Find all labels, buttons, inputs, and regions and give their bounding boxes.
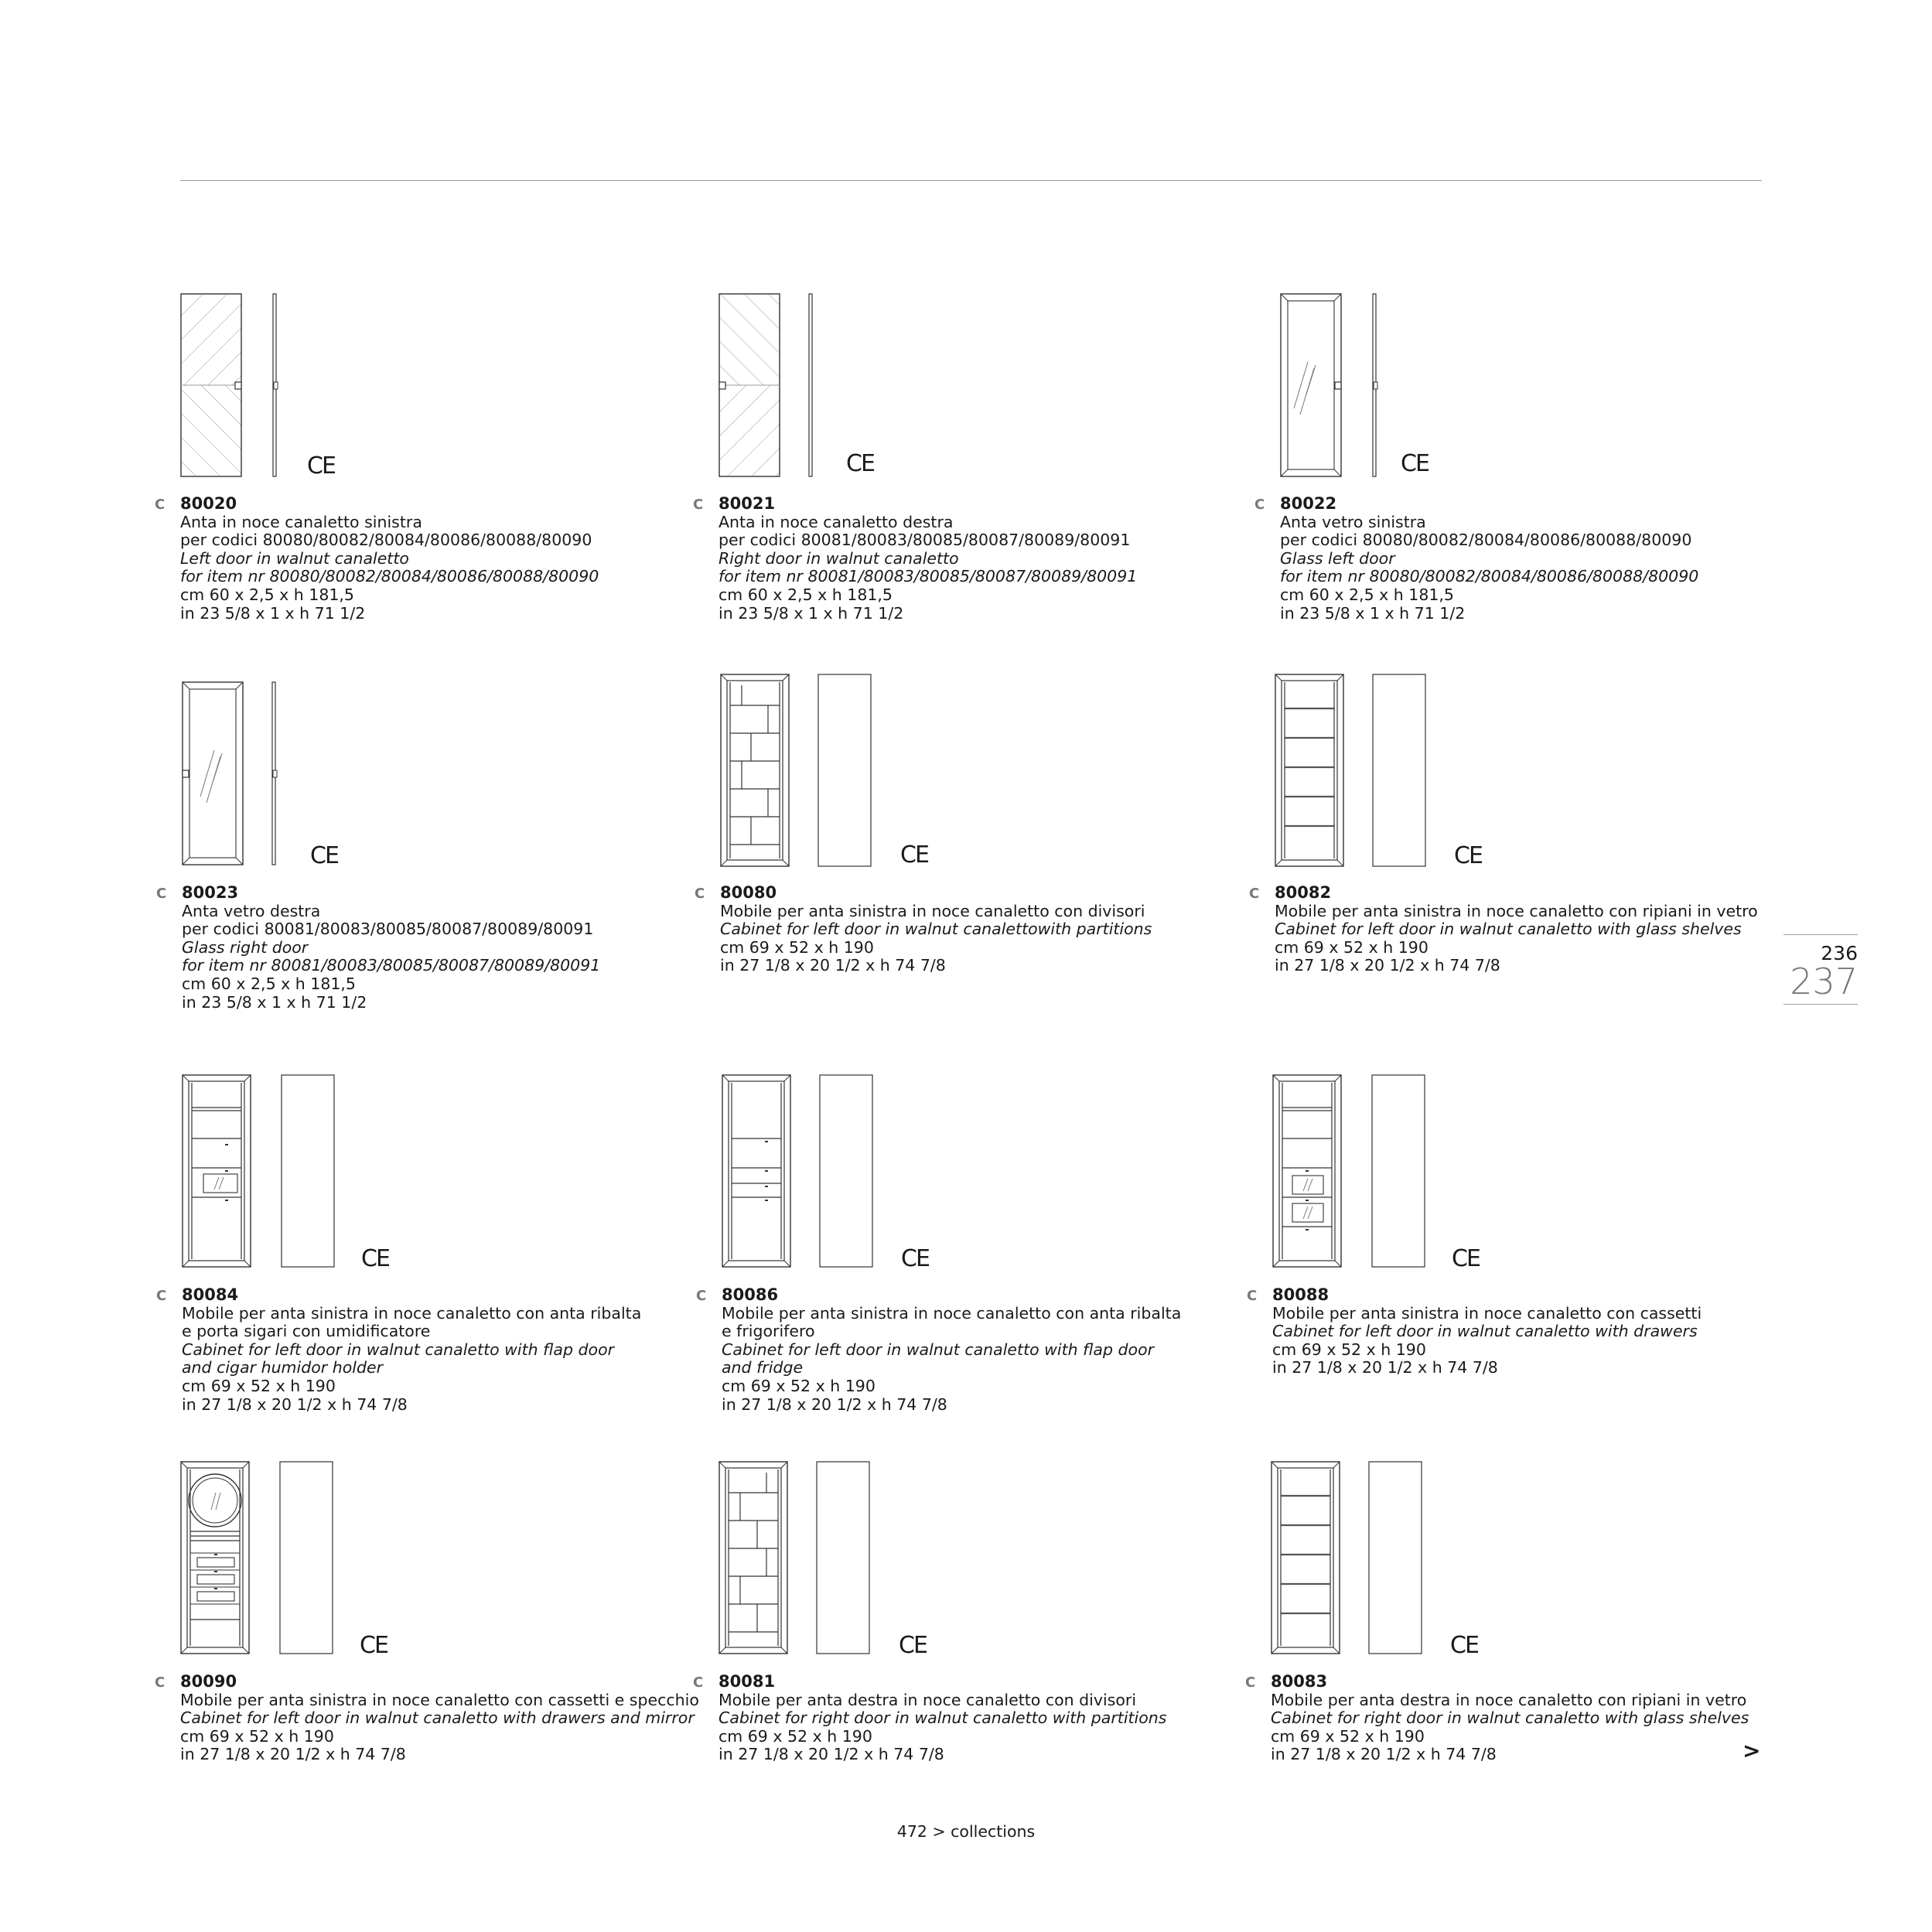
product-info — [155, 1672, 699, 1764]
cabinet-drawing — [1275, 673, 1460, 874]
description-line: cm 69 x 52 x h 190 — [1275, 937, 1429, 957]
description-line-en: for item nr 80080/80082/80084/80086/80088/80090 — [180, 567, 599, 586]
description-line-en: Cabinet for left door in walnut canaletto with flap door — [182, 1340, 615, 1359]
description-line-en: Cabinet for left door in walnut canalettowith partitions — [720, 920, 1152, 939]
description-line: cm 60 x 2,5 x h 181,5 — [719, 585, 893, 604]
ce-mark: CE — [307, 452, 335, 480]
product-info — [155, 494, 599, 623]
category-label: C — [1247, 1288, 1258, 1304]
description-line-en: Cabinet for right door in walnut canaletto with glass shelves — [1271, 1708, 1749, 1728]
description-line: in 27 1/8 x 20 1/2 x h 74 7/8 — [180, 1745, 406, 1764]
description-line: Mobile per anta sinistra in noce canaletto con cassetti — [1272, 1303, 1702, 1323]
description-line: in 27 1/8 x 20 1/2 x h 74 7/8 — [1271, 1745, 1497, 1764]
category-label: C — [1245, 1674, 1256, 1691]
description-line-en: Cabinet for right door in walnut canaletto with partitions — [719, 1708, 1167, 1728]
category-label: C — [693, 1674, 704, 1691]
category-label: C — [156, 1288, 167, 1304]
ce-mark: CE — [310, 842, 338, 869]
description-line: cm 69 x 52 x h 190 — [1271, 1726, 1425, 1746]
product-code: 80081 — [719, 1672, 776, 1691]
description-line-en: Glass left door — [1280, 548, 1395, 568]
description-line: cm 69 x 52 x h 190 — [719, 1726, 872, 1746]
description-line: in 23 5/8 x 1 x h 71 1/2 — [180, 603, 366, 623]
ce-mark: CE — [901, 1245, 929, 1272]
category-label: C — [1254, 497, 1265, 513]
product-code: 80022 — [1280, 494, 1337, 513]
description-line: cm 69 x 52 x h 190 — [1272, 1340, 1426, 1359]
product-info — [1245, 1672, 1749, 1764]
ce-mark: CE — [361, 1245, 389, 1272]
category-label: C — [693, 497, 704, 513]
description-line: in 27 1/8 x 20 1/2 x h 74 7/8 — [1275, 956, 1500, 975]
cabinet-drawing — [182, 1074, 367, 1275]
description-line: cm 60 x 2,5 x h 181,5 — [182, 974, 356, 993]
cabinet-drawing — [1271, 1460, 1456, 1661]
ce-mark: CE — [1450, 1632, 1478, 1659]
product-code: 80088 — [1272, 1285, 1330, 1304]
description-line: cm 69 x 52 x h 190 — [180, 1726, 334, 1746]
description-line-en: Cabinet for left door in walnut canaletto with drawers — [1272, 1322, 1698, 1341]
product-info — [156, 1285, 642, 1414]
page-number-right: 237 — [1790, 961, 1858, 1002]
ce-mark: CE — [1452, 1245, 1480, 1272]
product-code: 80090 — [180, 1672, 237, 1691]
description-line: per codici 80081/80083/80085/80087/80089/80091 — [182, 920, 594, 939]
description-line: in 27 1/8 x 20 1/2 x h 74 7/8 — [722, 1394, 947, 1414]
description-line: per codici 80080/80082/80084/80086/80088/80090 — [1280, 531, 1692, 550]
ce-mark: CE — [900, 841, 928, 869]
description-line: Mobile per anta sinistra in noce canaletto con divisori — [720, 901, 1145, 920]
description-line: Mobile per anta sinistra in noce canaletto con anta ribalta — [182, 1303, 642, 1323]
cabinet-drawing — [722, 1074, 907, 1275]
product-code: 80023 — [182, 883, 239, 902]
description-line: Anta vetro destra — [182, 901, 321, 920]
description-line: Mobile per anta sinistra in noce canaletto con cassetti e specchio — [180, 1690, 699, 1709]
description-line: in 27 1/8 x 20 1/2 x h 74 7/8 — [182, 1394, 408, 1414]
ce-mark: CE — [1401, 450, 1429, 477]
description-line: in 23 5/8 x 1 x h 71 1/2 — [1280, 603, 1466, 623]
description-line-en: for item nr 80081/80083/80085/80087/80089/80091 — [182, 956, 601, 975]
description-line: in 23 5/8 x 1 x h 71 1/2 — [182, 992, 367, 1012]
product-info — [693, 494, 1138, 623]
category-label: C — [155, 497, 166, 513]
cabinet-drawing — [1272, 1074, 1458, 1275]
description-line: Mobile per anta destra in noce canaletto con divisori — [719, 1690, 1137, 1709]
description-line: Anta vetro sinistra — [1280, 512, 1426, 531]
category-label: C — [156, 886, 167, 902]
description-line-en: for item nr 80081/80083/80085/80087/80089/80091 — [719, 567, 1138, 586]
description-line: Mobile per anta sinistra in noce canaletto con anta ribalta — [722, 1303, 1182, 1323]
description-line: e frigorifero — [722, 1322, 815, 1341]
category-label: C — [155, 1674, 166, 1691]
cabinet-drawing — [720, 673, 906, 874]
next-page-arrow[interactable]: > — [1743, 1738, 1761, 1763]
description-line-en: Cabinet for left door in walnut canaletto with glass shelves — [1275, 920, 1742, 939]
description-line: in 27 1/8 x 20 1/2 x h 74 7/8 — [720, 956, 946, 975]
description-line: Mobile per anta destra in noce canaletto con ripiani in vetro — [1271, 1690, 1747, 1709]
description-line: per codici 80080/80082/80084/80086/80088/80090 — [180, 531, 592, 550]
description-line: e porta sigari con umidificatore — [182, 1322, 431, 1341]
product-code: 80080 — [720, 883, 777, 902]
page-footer: 472 > collections — [896, 1822, 1036, 1841]
page-number-top-rule — [1784, 934, 1858, 935]
product-code: 80083 — [1271, 1672, 1328, 1691]
top-rule — [180, 180, 1762, 181]
ce-mark: CE — [1454, 842, 1482, 869]
product-info — [693, 1672, 1167, 1764]
product-code: 80084 — [182, 1285, 239, 1304]
category-label: C — [695, 886, 705, 902]
description-line: Anta in noce canaletto sinistra — [180, 512, 422, 531]
product-info — [1247, 1285, 1702, 1377]
product-code: 80020 — [180, 494, 237, 513]
description-line-en: for item nr 80080/80082/80084/80086/80088/80090 — [1280, 567, 1699, 586]
cabinet-drawing — [719, 1460, 904, 1661]
description-line: cm 69 x 52 x h 190 — [720, 937, 874, 957]
ce-mark: CE — [360, 1632, 387, 1659]
description-line: in 27 1/8 x 20 1/2 x h 74 7/8 — [719, 1745, 944, 1764]
category-label: C — [696, 1288, 707, 1304]
description-line: cm 69 x 52 x h 190 — [182, 1376, 336, 1395]
product-info — [695, 883, 1152, 975]
product-code: 80021 — [719, 494, 776, 513]
description-line-en: Cabinet for left door in walnut canaletto with drawers and mirror — [180, 1708, 695, 1728]
description-line: in 23 5/8 x 1 x h 71 1/2 — [719, 603, 904, 623]
description-line-en: and cigar humidor holder — [182, 1358, 384, 1377]
product-info — [1254, 494, 1699, 623]
description-line-en: and fridge — [722, 1358, 804, 1377]
product-code: 80086 — [722, 1285, 779, 1304]
page-number-left: 236 — [1821, 942, 1858, 964]
description-line-en: Glass right door — [182, 937, 309, 957]
description-line: cm 69 x 52 x h 190 — [722, 1376, 876, 1395]
description-line: Anta in noce canaletto destra — [719, 512, 954, 531]
product-info — [696, 1285, 1182, 1414]
description-line-en: Left door in walnut canaletto — [180, 548, 409, 568]
product-code: 80082 — [1275, 883, 1332, 902]
description-line: cm 60 x 2,5 x h 181,5 — [1280, 585, 1454, 604]
description-line: cm 60 x 2,5 x h 181,5 — [180, 585, 354, 604]
description-line: per codici 80081/80083/80085/80087/80089/80091 — [719, 531, 1131, 550]
category-label: C — [1249, 886, 1260, 902]
description-line-en: Right door in walnut canaletto — [719, 548, 959, 568]
ce-mark: CE — [899, 1632, 927, 1659]
product-info — [156, 883, 601, 1012]
cabinet-drawing — [180, 1460, 366, 1661]
product-info — [1249, 883, 1758, 975]
page-number-bottom-rule — [1784, 1004, 1858, 1005]
description-line-en: Cabinet for left door in walnut canaletto with flap door — [722, 1340, 1155, 1359]
ce-mark: CE — [846, 450, 874, 477]
description-line: in 27 1/8 x 20 1/2 x h 74 7/8 — [1272, 1358, 1498, 1377]
description-line: Mobile per anta sinistra in noce canaletto con ripiani in vetro — [1275, 901, 1758, 920]
